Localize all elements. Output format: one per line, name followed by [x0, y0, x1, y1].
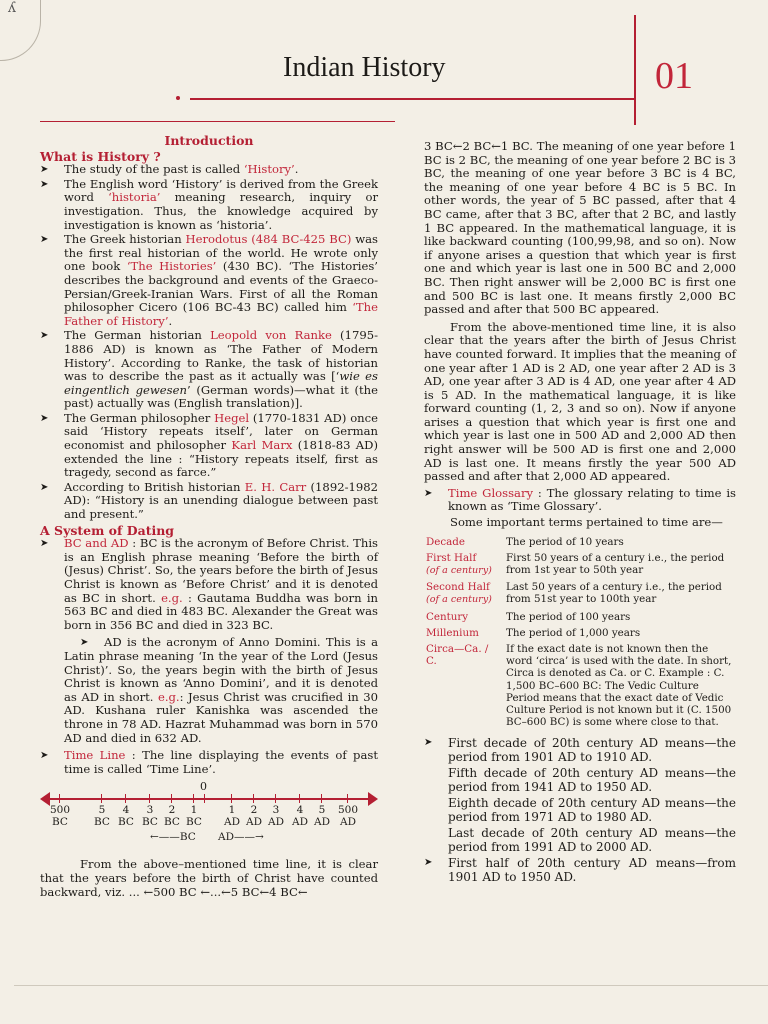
ad-paragraph: ➤ AD is the acronym of Anno Domini. This is a Latin phrase meaning ‘In the year of the Lord (Jesus Christ)’. So, the years begin with the birth of Jesus Christ is known as ‘Anno Domini’, and it is denoted as AD in short. e.g.: Jesus Christ was crucified in 30 AD. Kushana ruler Kanishka was ascended the throne in 78 AD. Hazrat Muhammad was born in 570 AD and died in 632 AD.: [40, 636, 378, 745]
bullet-item: ➤ Time Glossary : The glossary relating to time is known as ‘Time Glossary’.: [424, 487, 736, 514]
timeline-bc-label: 2 BC: [164, 804, 180, 829]
bullet-item: ➤ The German historian Leopold von Ranke (1795-1886 AD) is known as ‘The Father of Modern History’. According to Ranke, the task of historian was to describe the past as it actually was [‘wie es eingentlich gewesen’ (German words)—what it (the past) actually was (English translation)].: [40, 329, 378, 411]
continued-paragraph: 3 BC←2 BC←1 BC. The meaning of one year before 1 BC is 2 BC, the meaning of one year before 2 BC is 3 BC, the meaning of one year before 3 BC is 4 BC, the meaning of one year before 4 BC is 5 BC. In other words, the year of 5 BC passed, after that 4 BC came, after that 3 BC, after that 2 BC, and lastly 1 BC appeared. In the mathematical language, it is like backward counting (100,99,98, and so on). Now if anyone arises a question that which year is first one and which year is last one in 500 BC and 2,000 BC. Then right answer will be 2,000 BC is first one and 500 BC is last one. It means firstly 2,000 BC passed and after that 500 BC appeared.: [424, 139, 736, 317]
glossary-definition: Last 50 years of a century i.e., the period from 51st year to 100th year: [506, 581, 722, 606]
glossary-term: First Half (of a century): [426, 551, 492, 577]
timeline-tick: [101, 794, 102, 803]
timeline-ad-label: 500 AD: [337, 804, 359, 829]
timeline-bc-label: 4 BC: [118, 804, 134, 829]
decade-item: Last decade of 20th century AD means—the period from 1991 AD to 2000 AD.: [448, 826, 736, 855]
timeline-ad-label: 2 AD: [245, 804, 262, 829]
timeline-tick: [253, 794, 254, 803]
bullet-item: ➤ The German philosopher Hegel (1770-1831 AD) once said ‘History repeats itself’, later on German economist and philosopher Karl Marx (1818-83 AD) extended the line : “History repeats itself, first as tragedy, second as farce.”: [40, 412, 378, 480]
bullet-item: ➤ According to British historian E. H. Carr (1892-1982 AD): “History is an unending dialogue between past and present.”: [40, 481, 378, 522]
timeline-tick: [59, 794, 60, 803]
page-bottom-rule: [14, 985, 768, 986]
glossary-term: Decade: [426, 535, 465, 548]
timeline-tick: [125, 794, 126, 803]
right-column: [424, 140, 736, 886]
page-corner-curve: [0, 0, 41, 61]
timeline-ad-direction: AD——→: [218, 831, 264, 844]
timeline-tick: [231, 794, 232, 803]
glossary-definition: The period of 10 years: [506, 535, 624, 548]
timeline-tick: [171, 794, 172, 803]
bullet-item: ➤ Time Line : The line displaying the events of past time is called ‘Time Line’.: [40, 749, 378, 776]
glossary-row: [424, 609, 736, 625]
introduction-heading: Introduction: [164, 133, 254, 148]
bullet-item: ➤ The study of the past is called ‘History’.: [40, 163, 378, 177]
timeline-tick: [299, 794, 300, 803]
decade-item: Eighth decade of 20th century AD means—the period from 1971 AD to 1980 AD.: [448, 796, 736, 825]
bullet-item: ➤ BC and AD : BC is the acronym of Before Christ. This is an English phrase meaning ‘Before the birth of (Jesus) Christ’. So, the years before the birth of Jesus Christ is known as ‘Before Christ’ and it is denoted as BC in short. e.g. : Gautama Buddha was born in 563 BC and died in 483 BC. Alexander the Great was born in 356 BC and died in 323 BC.: [40, 537, 378, 632]
timeline-tick: [149, 794, 150, 803]
glossary-definition: If the exact date is not known then the word ‘circa’ is used with the date. In short, Circa is denoted as Ca. or C. Example : C. 1,500 BC–600 BC: The Vedic Culture Period means that the exact date of Vedic Culture Period is not known but it (C. 1500 BC–600 BC) is some where close to that.: [506, 643, 732, 729]
bullet-item: ➤ The Greek historian Herodotus (484 BC-425 BC) was the first real historian of the world. He wrote only one book ‘The Histories’ (430 BC). ‘The Histories’ describes the background and events of the Graeco-Persian/Greek-Iranian Wars. First of all the Roman philosopher Cicero (106 BC-43 BC) called him ‘The Father of History’.: [40, 233, 378, 328]
chapter-title: Indian History: [283, 52, 446, 83]
decade-list: [424, 736, 736, 884]
glossary-definition: The period of 1,000 years: [506, 626, 641, 639]
glossary-intro: Some important terms pertained to time are—: [450, 515, 723, 530]
glossary-term: Century: [426, 610, 469, 623]
timeline-right-arrow-icon: [368, 792, 378, 806]
timeline-bc-direction: ←——BC: [150, 831, 196, 844]
chapter-number: 01: [655, 55, 693, 97]
left-column: [40, 134, 378, 899]
timeline-zero-label: 0: [200, 780, 207, 794]
after-timeline-paragraph: From the above–mentioned time line, it is clear that the years before the birth of Christ have counted backward, viz. ... ←500 BC ←...←5 BC←4 BC←: [40, 857, 378, 899]
glossary-term: Millenium: [426, 626, 479, 639]
timeline-axis: [46, 798, 368, 800]
glossary-row: [424, 641, 736, 730]
timeline-bc-label: 1 BC: [186, 804, 202, 829]
forward-counting-paragraph: From the above-mentioned time line, it is also clear that the years after the birth of Jesus Christ have counted forward. It implies that the meaning of one year after 1 AD is 2 AD, one year after 2 AD is 3 AD, one year after 3 AD is 4 AD, one year after 4 AD is 5 AD. In the mathematical language, it is like forward counting (1, 2, 3 and so on). Now if anyone arises a question that which year is first one and which year is last one in 500 AD and 2,000 AD then right answer will be 500 AD is first one and 2,000 AD is last one. It means firstly the year 500 AD passed and after that 2,000 AD appeared.: [424, 319, 736, 484]
glossary-term: Second Half (of a century): [426, 581, 492, 606]
glossary-row: [424, 534, 736, 550]
decade-item: ➤ First decade of 20th century AD means—the period from 1901 AD to 1910 AD.: [424, 736, 736, 764]
time-line-figure: [40, 780, 378, 858]
page-corner-mark: ʎ: [8, 0, 16, 16]
decorative-dot: [176, 96, 180, 100]
timeline-ad-label: 3 AD: [267, 804, 284, 829]
decade-item: Fifth decade of 20th century AD means—the period from 1941 AD to 1950 AD.: [448, 766, 736, 795]
what-is-history-heading: What is History ?: [40, 148, 161, 164]
timeline-ad-label: 4 AD: [291, 804, 308, 829]
timeline-bc-label: 3 BC: [142, 804, 158, 829]
timeline-bc-label: 5 BC: [94, 804, 110, 829]
section-rule: [40, 121, 395, 122]
timeline-tick: [275, 794, 276, 803]
bullet-item: ➤ The English word ‘History’ is derived from the Greek word ‘historia’ meaning research, inquiry or investigation. Thus, the knowledge acquired by investigation is known as ‘historia’.: [40, 178, 378, 232]
glossary-definition: The period of 100 years: [506, 610, 631, 623]
time-glossary-table: [424, 534, 736, 731]
chapter-title-underline: [190, 98, 636, 100]
timeline-zero-tick: [204, 794, 205, 803]
decade-item: ➤ First half of 20th century AD means—from 1901 AD to 1950 AD.: [424, 856, 736, 884]
timeline-ad-label: 1 AD: [223, 804, 240, 829]
timeline-tick: [347, 794, 348, 803]
timeline-tick: [321, 794, 322, 803]
glossary-row: [424, 625, 736, 641]
timeline-tick: [193, 794, 194, 803]
system-of-dating-heading: A System of Dating: [40, 522, 175, 538]
chapter-divider: [634, 15, 636, 125]
timeline-bc-label: 500 BC: [49, 804, 71, 829]
glossary-definition: First 50 years of a century i.e., the period from 1st year to 50th year: [506, 551, 725, 577]
glossary-row: [424, 579, 736, 608]
glossary-term: Circa—Ca. / C.: [426, 643, 489, 668]
timeline-ad-label: 5 AD: [313, 804, 330, 829]
glossary-row: [424, 550, 736, 579]
